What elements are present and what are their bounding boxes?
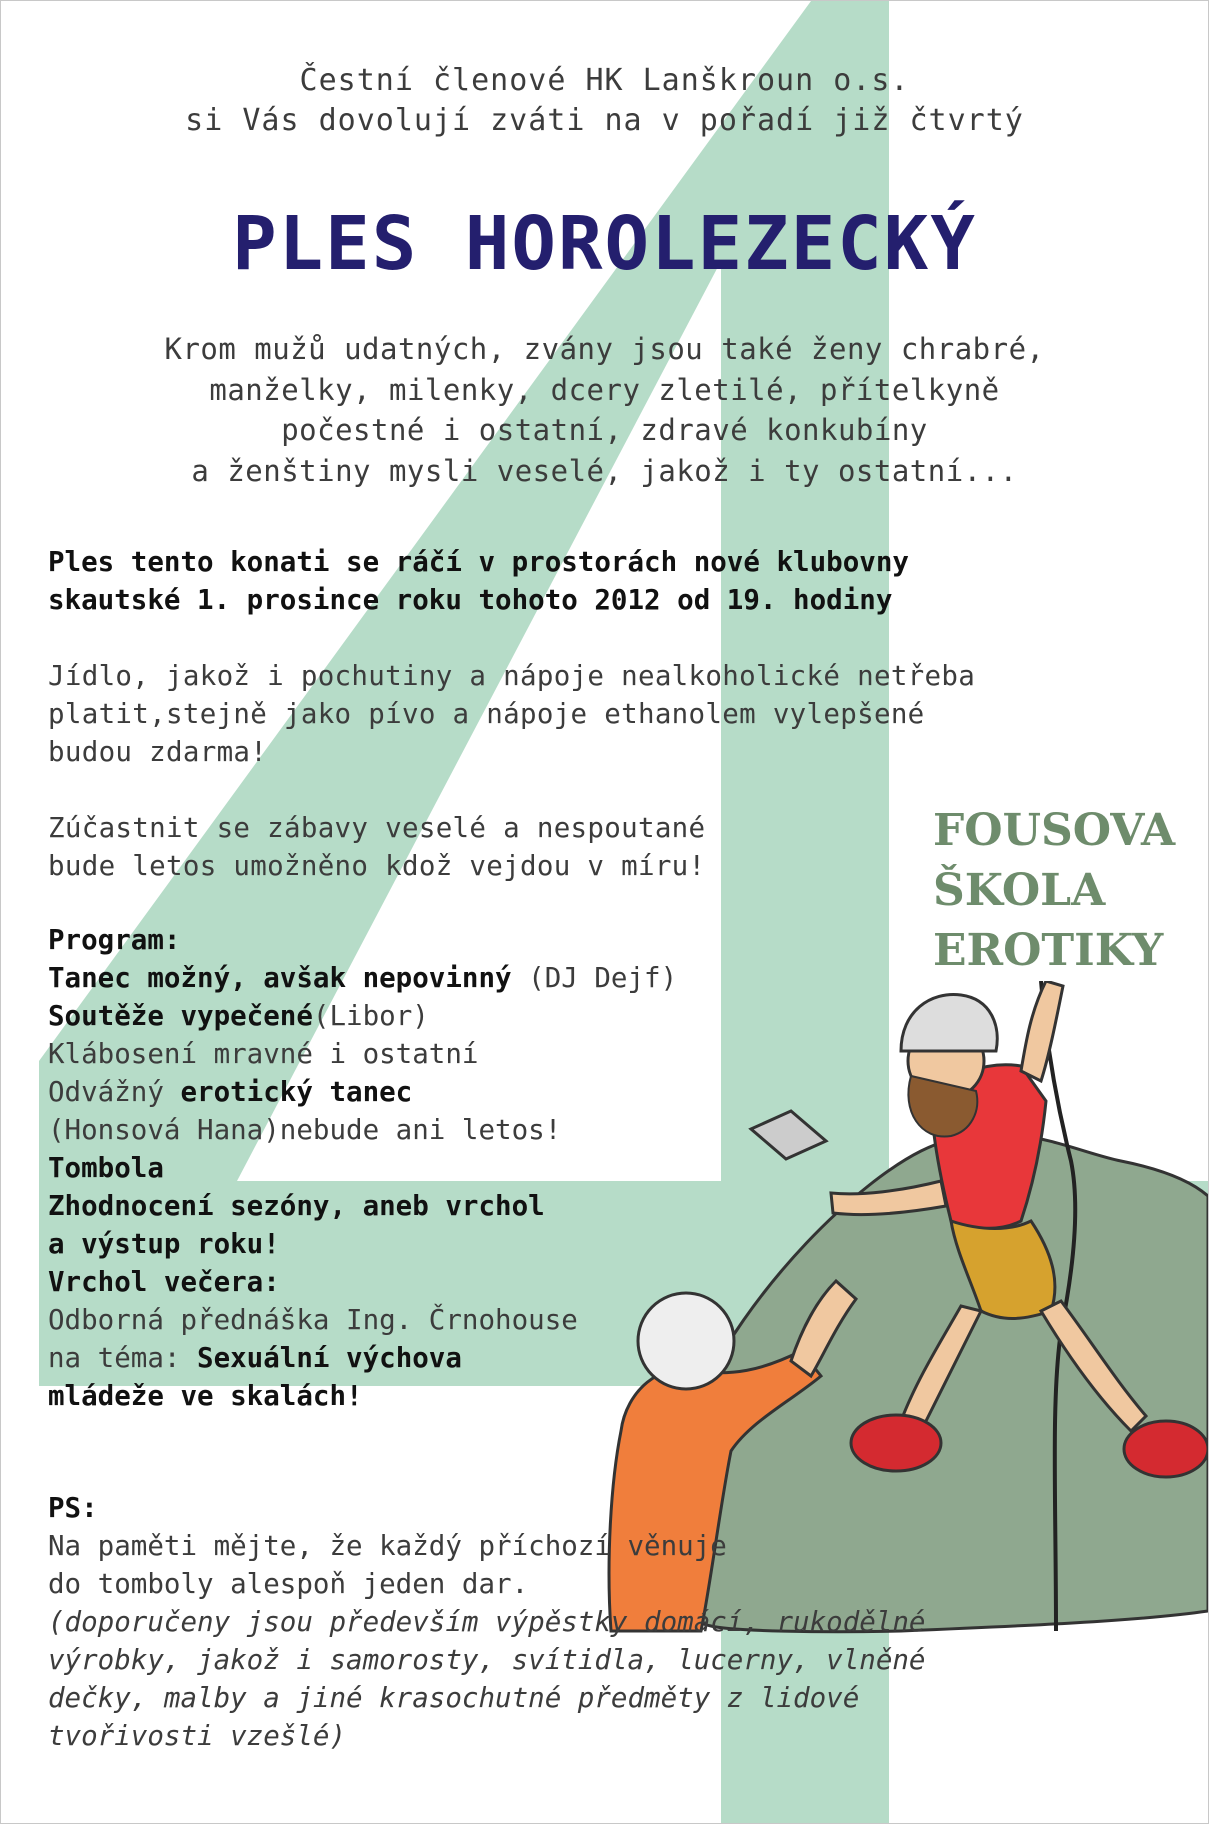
ps-note-3: dečky, malby a jiné krasochutné předměty z lidové [48, 1682, 860, 1714]
attend-line: Zúčastnit se zábavy veselé a nespoutané [48, 812, 706, 844]
food-paragraph [48, 657, 975, 771]
ps-note-4: tvořivosti vzešlé) [48, 1720, 347, 1752]
venue-line: Ples tento konati se ráčí v prostorách nové klubovny [48, 546, 909, 578]
book-icon [751, 1111, 826, 1159]
program-lecture-2-pre: na téma: [48, 1342, 198, 1374]
intro-line-1: Čestní členové HK Lanškroun o.s. [299, 63, 910, 98]
program-chatter: Klábosení mravné i ostatní [48, 1038, 479, 1070]
climber-shoe-right [1124, 1421, 1208, 1477]
page-title: PLES HOROLEZECKÝ [232, 201, 977, 287]
ps-line-1: Na paměti mějte, že každý příchozí věnuje [48, 1530, 727, 1562]
program-lecture-1: Odborná přednáška Ing. Črnohouse [48, 1304, 578, 1336]
attend-line: bude letos umožněno kdož vejdou v míru! [48, 850, 706, 882]
program-dance: Tanec možný, avšak nepovinný [48, 962, 512, 994]
program-erotic-note: (Honsová Hana)nebude ani letos! [48, 1114, 562, 1146]
venue-line: skautské 1. prosince roku tohoto 2012 od 19. hodiny [48, 584, 893, 616]
invite-line: Krom mužů udatných, zvány jsou také ženy chrabré, [164, 332, 1045, 366]
program-season-1: Zhodnocení sezóny, aneb vrchol [48, 1190, 545, 1222]
invite-line: manželky, milenky, dcery zletilé, přítelkyně [209, 372, 1000, 407]
program-dance-note: (DJ Dejf) [511, 962, 678, 994]
ps-line-2: do tomboly alespoň jeden dar. [48, 1568, 529, 1600]
program-erotic: erotický tanec [180, 1076, 413, 1108]
food-line: budou zdarma! [48, 736, 268, 768]
school-line-1: FOUSOVA [933, 805, 1176, 856]
program-contest: Soutěže vypečené [48, 1000, 313, 1032]
climber-arm-up [1021, 981, 1063, 1081]
program-erotic-pre: Odvážný [48, 1076, 181, 1108]
program-dinner: Vrchol večera: [48, 1266, 280, 1298]
venue-paragraph [48, 543, 909, 619]
belayer-helmet [638, 1293, 734, 1389]
ps-note-2: výrobky, jakož i samorosty, svítidla, lucerny, vlněné [48, 1644, 926, 1676]
invite-line: počestné i ostatní, zdravé konkubíny [281, 413, 928, 447]
program-season-2: a výstup roku! [48, 1228, 280, 1260]
program-heading: Program: [48, 924, 181, 956]
ps-heading: PS: [48, 1492, 98, 1524]
invite-line: a ženštiny mysli veselé, jakož i ty ostatní... [191, 453, 1018, 488]
program-lecture-3: mládeže ve skalách! [48, 1380, 363, 1412]
school-line-2: ŠKOLA [933, 865, 1106, 916]
ps-note-1: (doporučeny jsou především výpěstky domácí, rukodělné [48, 1606, 926, 1638]
food-line: platit,stejně jako pívo a nápoje ethanolem vylepšené [48, 698, 925, 730]
invitation-paragraph [1, 329, 1208, 491]
program-contest-note: (Libor) [312, 1000, 429, 1032]
school-line-3: EROTIKY [933, 925, 1164, 976]
ps-section [48, 1489, 926, 1755]
intro-line-2: si Vás dovolují zváti na v pořadí již čtvrtý [185, 103, 1024, 138]
climber-shoe-left [851, 1415, 941, 1471]
climber-helmet [901, 994, 997, 1051]
intro-text [1, 61, 1208, 141]
food-line: Jídlo, jakož i pochutiny a nápoje nealkoholické netřeba [48, 660, 976, 692]
attendance-paragraph [48, 809, 705, 885]
school-label [933, 801, 1175, 981]
program-tombola: Tombola [48, 1152, 164, 1184]
program-list [48, 921, 677, 1415]
program-lecture-2: Sexuální výchova [197, 1342, 462, 1374]
